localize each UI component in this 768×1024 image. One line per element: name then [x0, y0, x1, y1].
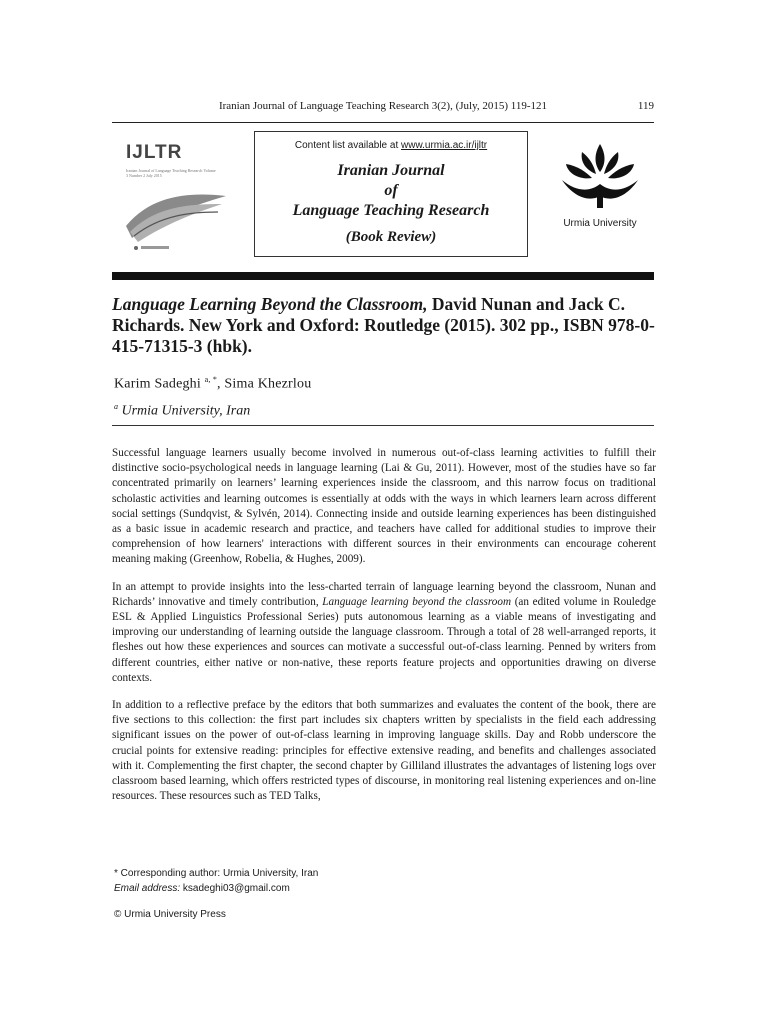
journal-title-line1: Iranian Journal [337, 162, 445, 179]
journal-header-box [254, 131, 528, 257]
content-list-line [255, 140, 527, 151]
journal-title-line2: of [384, 182, 398, 199]
header-divider [112, 272, 654, 280]
journal-cover-image [122, 134, 230, 254]
corresponding-author-note: * Corresponding author: Urmia University, Iran [114, 868, 319, 879]
top-rule [112, 122, 654, 123]
cover-subtitle: Iranian Journal of Language Teaching Research Volume 3 Number 2 July 2015 [126, 168, 216, 178]
paragraph-3: In addition to a reflective preface by the editors that both summarizes and evaluates the content of the book, there are five sections to this collection: the first part includes six chapters written by specialists in the field each addressing significant issues on the power of out-of-class learning in improving language skills. Day and Robb underscore the crucial points for extensive reading: principles for effective extensive reading, and benefits and challenges associated with it. Complementing the first chapter, the second chapter by Gilliland illustrates the advantages of listening logs over classroom based learning, which offers restricted types of discourse, in monitoring real listening experiences and on-line resources. These resources such as TED Talks, [112, 699, 656, 803]
book-citation: David Nunan and Jack C. Richards. New York and Oxford: Routledge (2015). 302 pp., ISBN 978-0-415-71315-3 (hbk). [112, 294, 655, 356]
email-address[interactable]: ksadeghi03@gmail.com [180, 883, 290, 894]
author-1-marker: a, * [204, 375, 218, 384]
content-list-label: Content list available at [294, 140, 402, 151]
author-1: Karim Sadeghi [114, 376, 205, 392]
journal-title-line3: Language Teaching Research [292, 202, 490, 219]
university-name: Urmia University [563, 218, 637, 229]
email-label: Email address: [114, 883, 181, 894]
affiliation-divider [112, 425, 654, 426]
affiliation [114, 402, 250, 420]
paragraph-2-book-title: Language learning beyond the classroom [322, 595, 512, 608]
book-review-label: (Book Review) [345, 229, 437, 245]
affiliation-marker: a [114, 402, 118, 411]
page-number: 119 [637, 100, 654, 112]
author-line [114, 375, 311, 393]
book-title: Language Learning Beyond the Classroom, [112, 294, 428, 314]
paragraph-2-part-b: (an edited volume in Rouledge ESL & Applied Linguistics Professional Series) puts autonomous learning as a viable means of investigating and improving our understanding of learning outside the language classroom. Through a total of 28 well-arranged reports, it fleshes out how these experiences and sources can motivate a successful out-of-class learning. Penned by writers from different countries, either native or non-native, these reports feature projects and opportunities drawing on diverse contexts. [112, 595, 656, 684]
paragraph-1: Successful language learners usually become involved in numerous out-of-class learning activities to fulfill their distinctive socio-psychological needs in language learning (Lai & Gu, 2011). However, most of the studies have so far concentrated primarily on learners’ learning experiences inside the classroom, and this narrow focus on traditional scholastic activities and learning outcomes is essentially at odds with the ways in which learners learn across different social settings (Sundqvist, & Sylvén, 2014). Connecting inside and outside learning experiences has been distinguished as a basic issue in academic research and practice, and teachers have called for additional studies to improve their comprehension of how learners' interactions with different sources in their environments can encourage coherent meaning making (Greenhow, Robelia, & Hughes, 2009). [112, 447, 656, 566]
paragraph-2 [112, 580, 656, 686]
cover-swoosh-icon [122, 134, 230, 254]
footnotes [114, 866, 318, 896]
copyright-press: © Urmia University Press [114, 909, 226, 920]
running-head [112, 100, 654, 112]
journal-title [255, 161, 527, 221]
urmia-university-logo-icon [556, 140, 644, 210]
cover-logo: IJLTR [126, 142, 183, 163]
author-2: , Sima Khezrlou [217, 376, 312, 392]
email-line [114, 881, 318, 896]
journal-url-link[interactable]: www.urmia.ac.ir/ijltr [401, 140, 488, 151]
journal-citation: Iranian Journal of Language Teaching Research 3(2), (July, 2015) 119-121 [218, 100, 548, 112]
paragraph-2-part-a: In an attempt to provide insights into the less-charted terrain of language learning beyond the classroom, Nunan and Richards’ innovative and timely contribution, [112, 580, 656, 608]
article-body [112, 446, 656, 816]
affiliation-text: Urmia University, Iran [118, 403, 251, 419]
article-title [112, 294, 656, 357]
